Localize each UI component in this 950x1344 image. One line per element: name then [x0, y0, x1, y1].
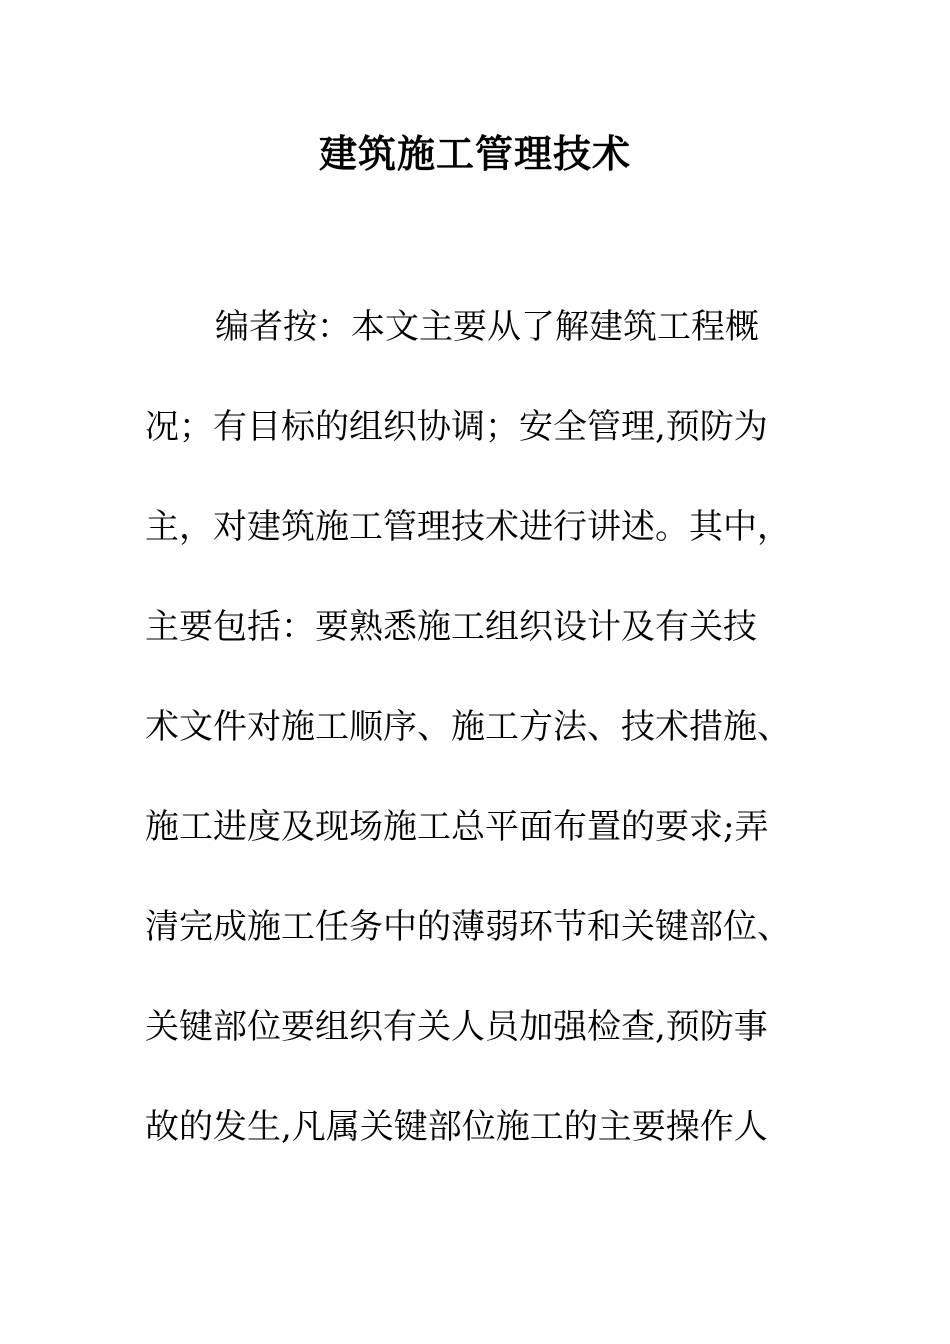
document-title: 建筑施工管理技术	[318, 131, 631, 176]
paragraph-line: 故的发生,凡属关键部位施工的主要操作人	[145, 1107, 768, 1147]
paragraph-line: 术文件对施工顺序、施工方法、技术措施、	[145, 707, 791, 747]
paragraph-line: 编者按：本文主要从了解建筑工程概	[215, 307, 759, 347]
paragraph-line: 主要包括：要熟悉施工组织设计及有关技	[145, 607, 757, 647]
paragraph-line: 主，对建筑施工管理技术进行讲述。其中，	[145, 507, 791, 547]
paragraph-line: 关键部位要组织有关人员加强检查,预防事	[145, 1007, 768, 1047]
paragraph-line: 清完成施工任务中的薄弱环节和关键部位、	[145, 907, 791, 947]
paragraph-line: 况；有目标的组织协调；安全管理,预防为	[145, 407, 768, 447]
paragraph-line: 施工进度及现场施工总平面布置的要求;弄	[145, 807, 769, 847]
